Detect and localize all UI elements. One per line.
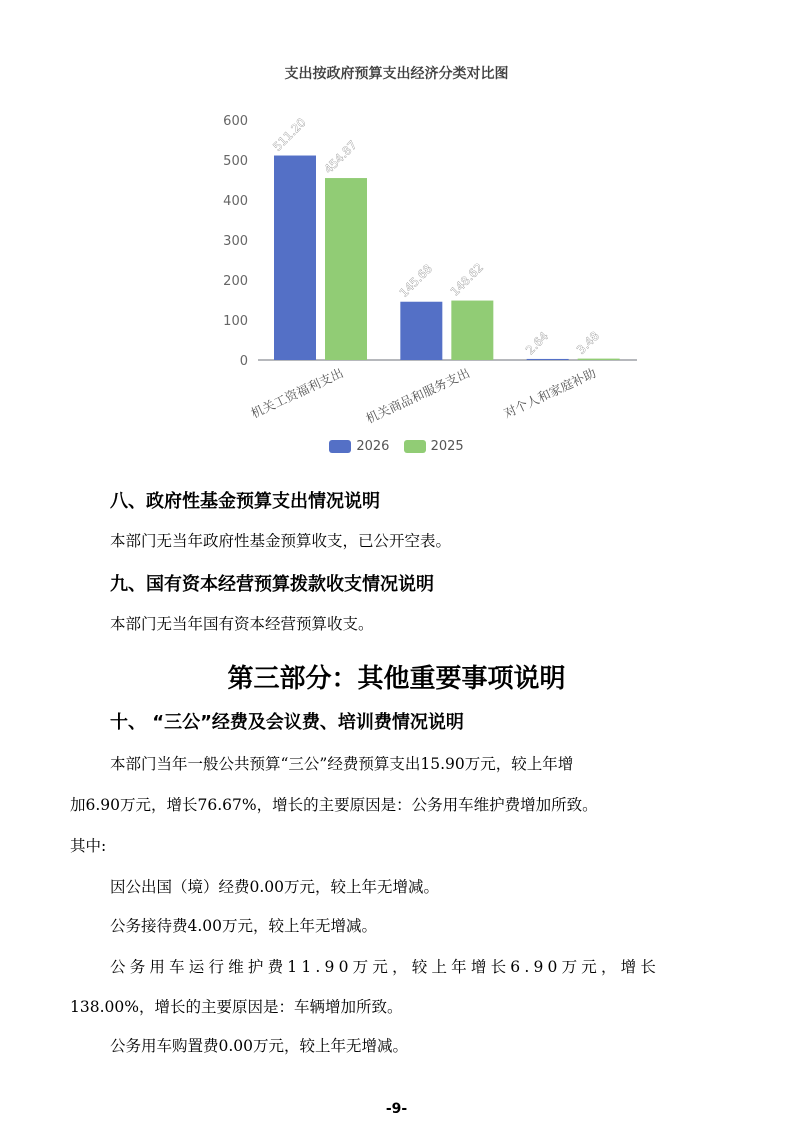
y-axis <box>223 114 248 369</box>
bar-chart <box>0 0 793 440</box>
section-8-heading: 八、政府性基金预算支出情况说明 <box>110 491 380 512</box>
legend-label-2025: 2025 <box>430 439 464 454</box>
legend-swatch-2026 <box>329 440 351 453</box>
legend-swatch-2025 <box>404 440 426 453</box>
paragraph-3: 公务接待费4.00万元，较上年无增减。 <box>110 917 378 935</box>
data-label-2025-1: 454.87 <box>321 137 360 177</box>
legend-label-2026: 2026 <box>356 439 390 454</box>
bars-group <box>270 115 619 360</box>
chart-title: 支出按政府预算支出经济分类对比图 <box>284 66 509 82</box>
x-tick-label-3: 对个人和家庭补助 <box>501 365 599 421</box>
section-9-body: 本部门无当年国有资本经营预算收支。 <box>110 615 374 633</box>
bar-2025-3[interactable] <box>578 359 620 360</box>
data-label-2026-1: 511.20 <box>270 115 309 154</box>
paragraph-4-line-1: 公务用车运行维护费11.90万元，较上年增长6.90万元，增长 <box>110 958 661 976</box>
data-label-2026-3: 2.64 <box>522 329 551 358</box>
data-label-2025-2: 148.62 <box>447 260 486 299</box>
part-3-title: 第三部分：其他重要事项说明 <box>227 664 566 694</box>
legend-item-2026[interactable] <box>329 439 389 454</box>
bar-2026-1[interactable] <box>274 156 316 360</box>
y-tick-label: 400 <box>223 194 248 209</box>
y-tick-label: 200 <box>223 274 248 289</box>
section-10-heading: 十、 “三公”经费及会议费、培训费情况说明 <box>110 712 464 733</box>
x-tick-label-1: 机关工资福利支出 <box>248 365 346 421</box>
paragraph-1-line-1: 本部门当年一般公共预算“三公”经费预算支出15.90万元，较上年增 <box>110 755 574 773</box>
y-tick-label: 500 <box>223 154 248 169</box>
page-number: -9- <box>385 1101 408 1117</box>
y-tick-label: 100 <box>223 314 248 329</box>
paragraph-4-line-2: 138.00%，增长的主要原因是：车辆增加所致。 <box>70 998 403 1016</box>
bar-2025-1[interactable] <box>325 178 367 360</box>
chart-legend <box>0 439 793 457</box>
legend-item-2025[interactable] <box>404 439 464 454</box>
data-label-2026-2: 145.68 <box>396 261 435 300</box>
y-tick-label: 600 <box>223 114 248 129</box>
section-9-heading: 九、国有资本经营预算拨款收支情况说明 <box>110 574 434 595</box>
x-tick-label-2: 机关商品和服务支出 <box>363 365 472 427</box>
bar-2026-2[interactable] <box>400 302 442 360</box>
bar-2026-3[interactable] <box>527 359 569 360</box>
paragraph-5: 公务用车购置费0.00万元，较上年无增减。 <box>110 1037 409 1055</box>
x-axis-labels <box>249 365 599 426</box>
bar-2025-2[interactable] <box>451 301 493 360</box>
paragraph-1-line-3: 其中: <box>70 837 107 855</box>
y-tick-label: 0 <box>239 354 248 369</box>
y-tick-label: 300 <box>223 234 248 249</box>
paragraph-2: 因公出国（境）经费0.00万元，较上年无增减。 <box>110 878 440 896</box>
section-8-body: 本部门无当年政府性基金预算收支，已公开空表。 <box>110 532 452 550</box>
paragraph-1-line-2: 加6.90万元，增长76.67%，增长的主要原因是：公务用车维护费增加所致。 <box>70 796 598 814</box>
data-label-2025-3: 3.48 <box>573 328 602 357</box>
